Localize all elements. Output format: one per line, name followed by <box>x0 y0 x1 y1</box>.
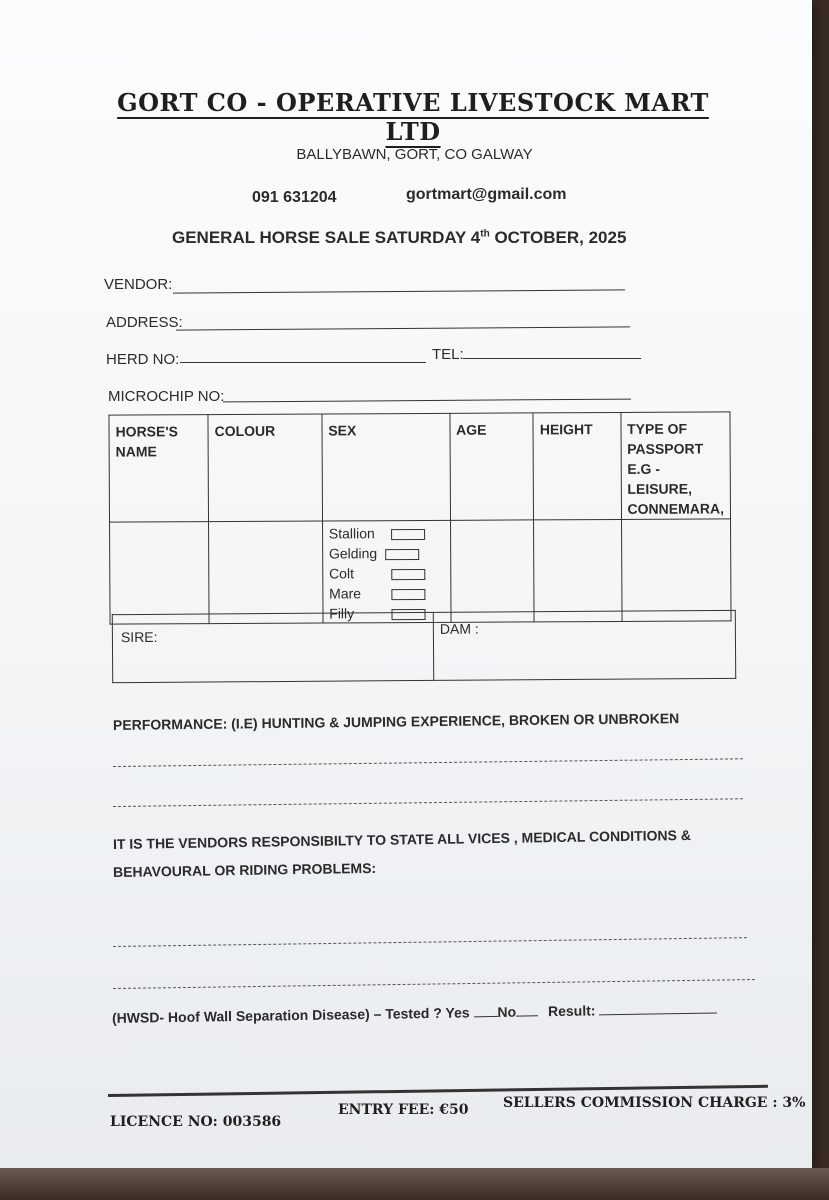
horses-name-cell[interactable] <box>110 522 210 625</box>
table-header-row <box>109 412 731 522</box>
address-field[interactable] <box>176 326 630 330</box>
address-label: ADDRESS: <box>106 314 183 331</box>
vendor-field[interactable] <box>173 289 625 293</box>
sex-option-mare-label: Mare <box>329 585 362 602</box>
header-passport-line1: TYPE OF PASSPORT <box>627 420 704 457</box>
entry-fee: ENTRY FEE: €50 <box>338 1102 469 1118</box>
hwsd-result-field[interactable] <box>599 1012 717 1015</box>
stallion-checkbox[interactable] <box>391 529 425 540</box>
hwsd-result-label: Result: <box>547 1002 596 1020</box>
height-cell[interactable] <box>534 519 622 621</box>
tel-field[interactable] <box>463 358 641 359</box>
sex-option-gelding <box>329 545 419 561</box>
vices-line-field-1[interactable] <box>113 937 747 947</box>
tel-label: TEL: <box>432 346 464 363</box>
header-colour: COLOUR <box>208 414 322 522</box>
header-passport-line3: CONNEMARA, <box>627 500 724 517</box>
colt-checkbox[interactable] <box>391 569 425 580</box>
vices-line-field-2[interactable] <box>113 979 755 989</box>
header-sex: SEX <box>322 413 450 521</box>
gelding-checkbox[interactable] <box>385 549 419 560</box>
hwsd-row <box>112 1000 718 1026</box>
commission-charge: SELLERS COMMISSION CHARGE : 3% <box>503 1095 806 1111</box>
table-surface <box>0 1168 829 1200</box>
mart-phone: 091 631204 <box>252 189 337 206</box>
hwsd-text: (HWSD- Hoof Wall Separation Disease) – Tested ? Yes <box>111 1004 470 1026</box>
performance-label: PERFORMANCE: (I.E) HUNTING & JUMPING EXPERIENCE, BROKEN OR UNBROKEN <box>112 710 680 733</box>
hwsd-yes-field[interactable] <box>474 1016 498 1017</box>
passport-cell[interactable] <box>621 519 731 622</box>
header-horses-name-line2: NAME <box>115 443 157 460</box>
sex-option-gelding-label: Gelding <box>328 545 378 562</box>
header-height: HEIGHT <box>533 412 621 519</box>
age-cell[interactable] <box>450 520 534 622</box>
sex-option-stallion <box>329 525 425 542</box>
vices-line-2: BEHAVOURAL OR RIDING PROBLEMS: <box>112 859 377 880</box>
sire-cell[interactable] <box>112 612 433 682</box>
table-entry-row <box>110 519 732 624</box>
licence-number: LICENCE NO: 003586 <box>110 1114 282 1130</box>
hwsd-no-field[interactable] <box>516 1015 538 1016</box>
sex-cell <box>322 520 450 623</box>
header-age: AGE <box>450 413 534 520</box>
dam-cell[interactable] <box>433 610 735 680</box>
sex-option-colt-label: Colt <box>328 565 354 582</box>
vices-line-1: IT IS THE VENDORS RESPONSIBILTY TO STATE ALL VICES , MEDICAL CONDITIONS & <box>112 826 692 852</box>
hwsd-no-label: No <box>497 1003 517 1020</box>
header-passport-line2: E.G - LEISURE, <box>627 460 693 497</box>
performance-line-2[interactable] <box>113 798 743 807</box>
sale-title <box>172 228 626 248</box>
microchip-label: MICROCHIP NO: <box>108 388 225 405</box>
sex-option-stallion-label: Stallion <box>328 525 375 542</box>
vendor-label: VENDOR: <box>104 276 173 293</box>
pedigree-table <box>112 610 736 683</box>
sale-title-suffix: OCTOBER, 2025 <box>489 228 627 247</box>
herd-no-field[interactable] <box>180 362 426 363</box>
mart-email: gortmart@gmail.com <box>406 186 567 203</box>
sex-option-filly-label: Filly <box>329 605 355 622</box>
dam-label: DAM : <box>439 620 479 637</box>
sex-option-mare <box>329 585 425 602</box>
herd-no-label: HERD NO: <box>106 351 180 368</box>
performance-line-1[interactable] <box>113 758 743 767</box>
horse-details-table <box>108 411 731 624</box>
mare-checkbox[interactable] <box>391 589 425 600</box>
header-horses-name-line1: HORSE'S <box>115 423 179 440</box>
sex-option-colt <box>329 565 425 582</box>
sale-title-prefix: GENERAL HORSE SALE SATURDAY 4 <box>172 228 481 247</box>
mart-address: BALLYBAWN, GORT, CO GALWAY <box>296 146 533 163</box>
sale-title-sup: th <box>480 228 490 240</box>
sire-label: SIRE: <box>120 628 158 646</box>
header-horses-name <box>109 415 209 523</box>
microchip-field[interactable] <box>223 399 631 403</box>
header-passport <box>620 412 730 520</box>
mart-title: GORT CO - OPERATIVE LIVESTOCK MART LTD <box>117 88 709 146</box>
colour-cell[interactable] <box>209 521 323 624</box>
